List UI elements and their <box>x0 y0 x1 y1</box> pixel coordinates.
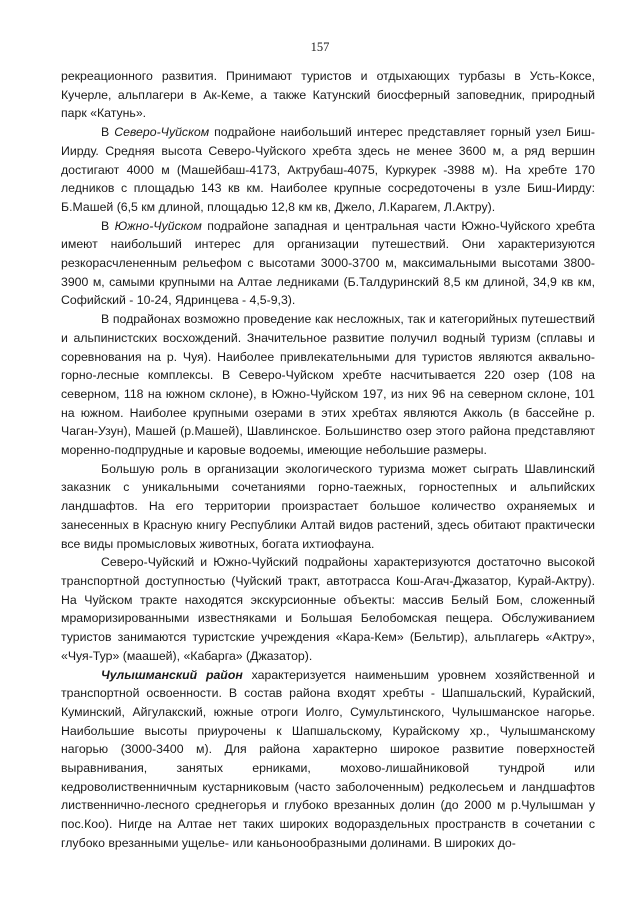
paragraph-1 <box>61 67 595 123</box>
paragraph-6-text: Северо-Чуйский и Южно-Чуйский подрайоны характеризуются достаточно высокой транспортной доступностью (Чуйский тракт, автотрасса Кош-Агач-Джазатор, Курай-Актру). На Чуйском тракте находятся экскурсионные объекты: массив Белый Бом, сложенный мраморизированными известняками и Большая Белобомская пещера. Обслуживанием туристов занимаются туристские учреждения «Кара-Кем» (Бельтир), альплагерь «Актру», «Чуя-Тур» (маашей), «Кабарга» (Джазатор). <box>61 555 595 663</box>
paragraph-1-text: рекреационного развития. Принимают туристов и отдыхающих турбазы в Усть-Коксе, Кучерле, альплагери в Ак-Кеме, а также Катунский биосферный заповедник, природный парк «Катунь». <box>61 69 595 121</box>
page-number: 157 <box>310 40 330 54</box>
paragraph-2-text: подрайоне наибольший интерес представляет горный узел Биш-Иирду. Средняя высота Северо-Чуйского хребта здесь не менее 3600 м, а ряд вершин достигают 4000 м (Машейбаш-4173, Актрубаш-4075, Куркурек -3988 м). На хребте 170 ледников с площадью 143 кв км. Наиболее крупные сосредоточены в узле Биш-Иирду: Б.Машей (6,5 км длиной, площадью 12,8 км кв, Джело, Л.Карагем, Л.Актру). <box>61 125 595 214</box>
paragraph-2-pre: В <box>101 125 115 140</box>
paragraph-7-heading: Чулышманский район <box>101 667 243 682</box>
paragraph-7-text: характеризуется наименьшим уровнем хозяйственной и транспортной освоенности. В состав района входят хребты - Шапшальский, Курайский, Куминский, Айгулакский, южные отроги Иолго, Сумультинского, Чулышманское нагорье. Наибольшие высоты приурочены к Шапшальскому, Курайскому хр., Чулышманскому нагорью (3000-3400 м). Для района характерно широкое развитие поверхностей выравнивания, занятых ерниками, мохово-лишайниковой тундрой или кедроволиственничным кустарниковым (часто заболоченным) редколесьем и ландшафтов лиственнично-лесного среднегорья и глубоко врезанных долин (до 2000 м р.Чулышман у пос.Коо). Нигде на Алтае нет таких широких водораздельных пространств в сочетании с глубоко врезанными ущелье- или каньонообразными долинами. В широких до- <box>61 667 595 850</box>
paragraph-3 <box>61 217 595 311</box>
paragraph-7 <box>61 666 595 853</box>
paragraph-6 <box>61 553 595 665</box>
paragraph-5 <box>61 460 595 554</box>
paragraph-3-pre: В <box>101 218 115 233</box>
paragraph-5-text: Большую роль в организации экологического туризма может сыграть Шавлинский заказник с уникальными сочетаниями горно-таежных, горностепных и альпийских ландшафтов. На его территории произрастает большое количество охраняемых и занесенных в Красную книгу Республики Алтай видов растений, здесь обитают практически все виды промысловых животных, богата ихтиофауна. <box>61 461 595 551</box>
paragraph-4 <box>61 310 595 460</box>
paragraph-4-text: В подрайонах возможно проведение как несложных, так и категорийных путешествий и альпинистских восхождений. Значительное развитие получил водный туризм (сплавы и соревнования на р. Чуя). Наиболее привлекательными для туристов являются аквально-горно-лесные комплексы. В Северо-Чуйском хребте насчитывается 220 озер (108 на северном, 118 на южном склоне), в Южно-Чуйском 197, из них 96 на северном склоне, 101 на южном. Наиболее крупными озерами в этих хребтах являются Акколь (в бассейне р. Чаган-Узун), Машей (р.Машей), Шавлинское. Большинство озер этого района представляют моренно-подпрудные и каровые водоемы, имеющие небольшие размеры. <box>61 312 595 458</box>
paragraph-3-emphasis: Южно-Чуйском <box>114 218 202 233</box>
paragraph-3-text: подрайоне западная и центральная части Южно-Чуйского хребта имеют наибольший интерес для организации путешествий. Они характеризуются резкорасчлененным рельефом с высотами 3000-3700 м, максимальными высотами 3800-3900 м, самыми крупными на Алтае ледниками (Б.Талдуринский 8,5 км длиной, 34,9 кв км, Софийский - 10-24, Ядринцева - 4,5-9,3). <box>61 218 595 308</box>
paragraph-2-emphasis: Северо-Чуйском <box>114 125 210 140</box>
body-text <box>61 67 595 853</box>
paragraph-2 <box>61 123 595 217</box>
